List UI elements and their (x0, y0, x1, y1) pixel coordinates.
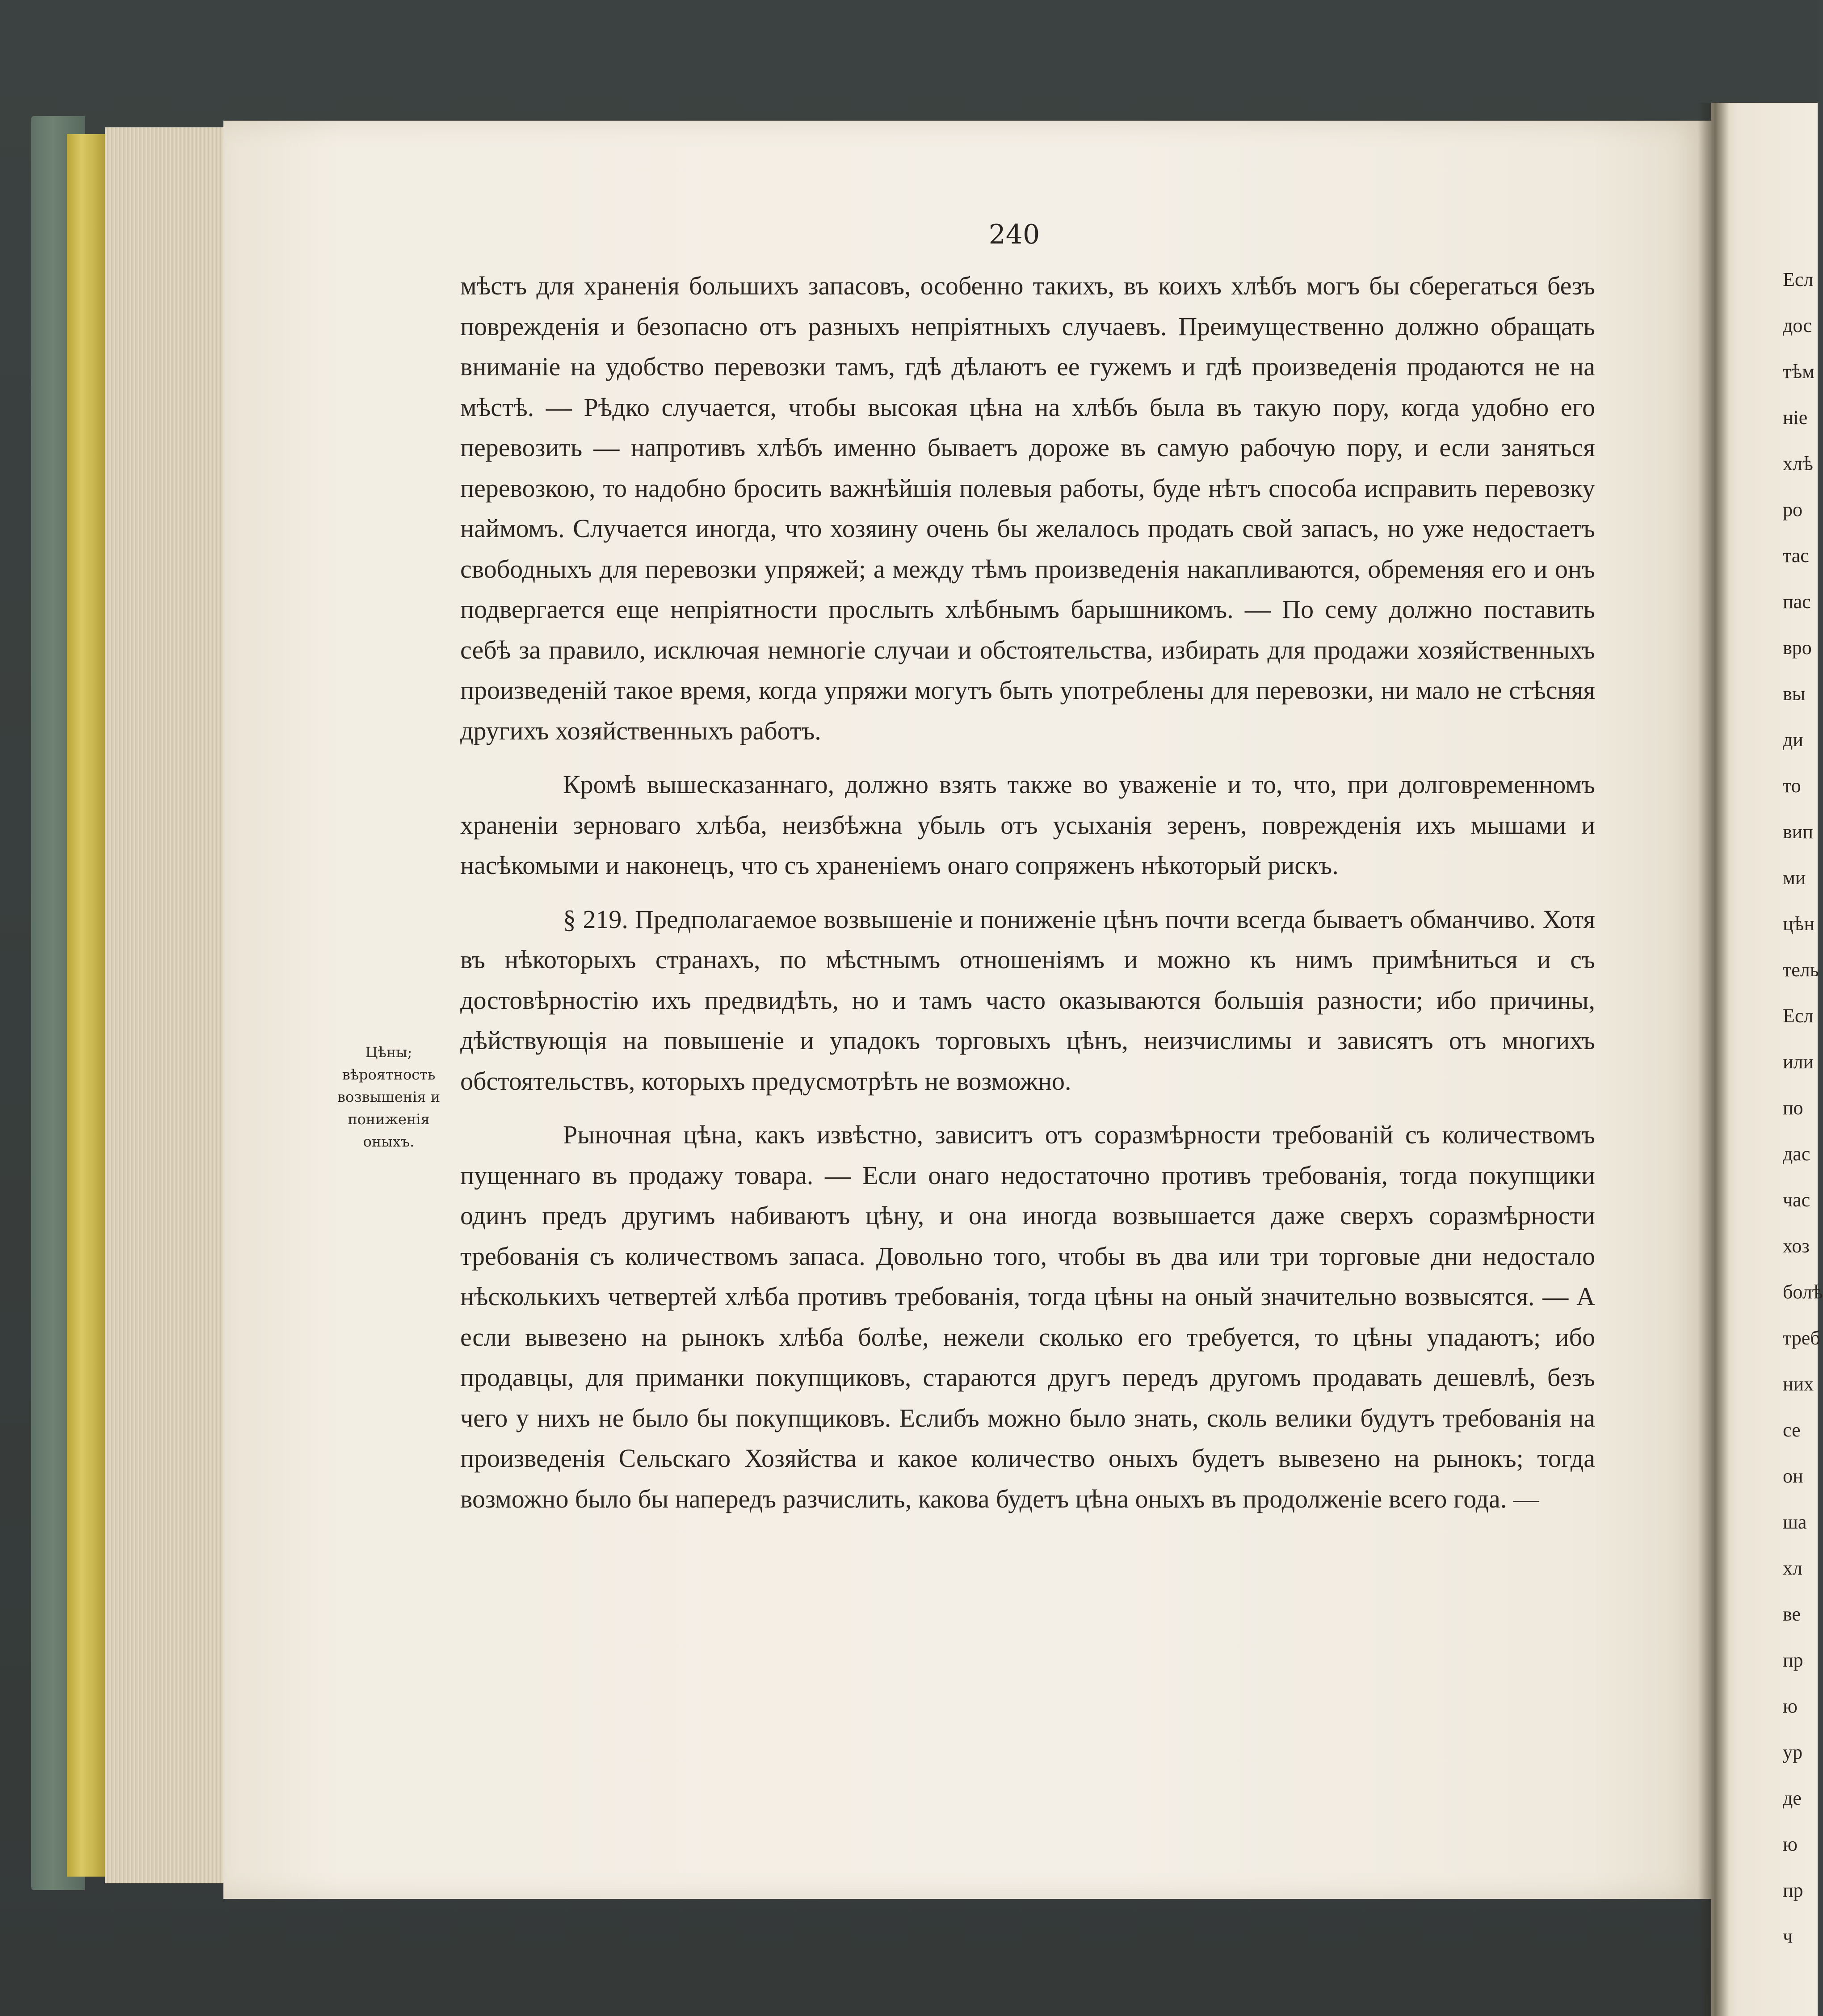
next-page-fragment: хлѣ (1783, 453, 1813, 475)
next-page-fragment: ю (1783, 1695, 1798, 1717)
next-page-fragment: дас (1783, 1143, 1810, 1165)
page-body-text (460, 266, 1595, 1519)
page-number: 240 (988, 219, 1040, 250)
next-page-fragment: ч (1783, 1925, 1793, 1947)
next-page-fragment: или (1783, 1051, 1814, 1073)
next-page-fragment: вип (1783, 821, 1813, 843)
next-page-fragment: час (1783, 1189, 1810, 1211)
next-page-fragment: ю (1783, 1833, 1798, 1855)
paragraph: Кромѣ вышесказаннаго, должно взять также во уваженіе и то, что, при долговременномъ храненіи зерноваго хлѣба, неизбѣжна убыль отъ усыханія зеренъ, поврежденія ихъ мышами и насѣкомыми и наконецъ, что съ храненіемъ онаго сопряженъ нѣкоторый рискъ. (460, 770, 1595, 880)
next-page-fragment: тас (1783, 545, 1809, 567)
next-page-fragment: тель (1783, 959, 1819, 981)
next-page-fragment: хл (1783, 1557, 1802, 1579)
next-page-fragment: ро (1783, 499, 1802, 521)
next-page-fragment: вро (1783, 637, 1812, 659)
next-page-fragment: них (1783, 1373, 1814, 1395)
next-page-fragment: то (1783, 775, 1801, 797)
next-page-fragment: дос (1783, 315, 1812, 336)
next-page-fragment: пр (1783, 1879, 1803, 1901)
gutter-shadow (1698, 103, 1729, 2016)
paragraph: § 219. Предполагаемое возвышеніе и пониженіе цѣнъ почти всегда бываетъ обманчиво. Хотя въ нѣкоторыхъ странахъ, по мѣстнымъ отношеніямъ и можно къ нимъ примѣниться и съ достовѣрностію ихъ предвидѣть, но и тамъ часто оказываются большія разности; ибо причины, дѣйствующія на повышеніе и упадокъ торговыхъ цѣнъ, неизчислимы и зависятъ отъ многихъ обстоятельствъ, которыхъ предусмотрѣть не возможно. (460, 904, 1595, 1096)
next-page-fragment: вы (1783, 683, 1806, 705)
next-page-fragment: пас (1783, 591, 1811, 613)
next-page-fragment: ніе (1783, 407, 1808, 428)
next-page-fragment: тѣм (1783, 361, 1815, 382)
gilt-page-edge (67, 134, 107, 1877)
next-page-fragment: хоз (1783, 1235, 1810, 1257)
next-page-fragment: ми (1783, 867, 1806, 889)
paragraph: Рыночная цѣна, какъ извѣстно, зависитъ отъ соразмѣрности требованій съ количествомъ пущеннаго въ продажу товара. — Если онаго недостаточно противъ требованія, тогда покупщики одинъ предъ другимъ набиваютъ цѣну, и она иногда возвышается даже сверхъ соразмѣрности требованія съ количествомъ запаса. Довольно того, чтобы въ два или три торговые дни недостало нѣсколькихъ четвертей хлѣба противъ требованія, тогда цѣны на оный значительно возвысятся. — А если вывезено на рынокъ хлѣба болѣе, нежели сколько его требуется, то цѣны упадаютъ; ибо продавцы, для приманки покупщиковъ, стараются другъ передъ другомъ продавать дешевлѣ, безъ чего у нихъ не было бы покупщиковъ. Еслибъ можно было знать, сколь велики будутъ требованія на произведенія Сельскаго Хозяйства и какое количество оныхъ будетъ вывезено на рынокъ; тогда возможно было бы напередъ разчислить, какова будетъ цѣна оныхъ въ продолженіе всего года. — (460, 1120, 1595, 1513)
next-page-fragment: Есл (1783, 269, 1814, 290)
next-page-fragment: он (1783, 1465, 1803, 1487)
next-page-fragment: ве (1783, 1603, 1801, 1625)
next-page-fragment: ша (1783, 1511, 1807, 1533)
next-page-fragment: де (1783, 1787, 1802, 1809)
next-page-fragment: по (1783, 1097, 1803, 1119)
next-page-fragment: пр (1783, 1649, 1803, 1671)
margin-note: Цѣны; вѣроятность возвышенія и пониженія оныхъ. (337, 1044, 441, 1150)
next-page-fragment: се (1783, 1419, 1801, 1441)
next-page-fragment: болѣ (1783, 1281, 1823, 1303)
next-page-fragment: цѣн (1783, 913, 1815, 935)
next-page-fragment: треб (1783, 1327, 1820, 1349)
page-stack (105, 127, 226, 1883)
next-page-fragment: ур (1783, 1741, 1802, 1763)
next-page-fragment: Есл (1783, 1005, 1814, 1027)
next-page-fragment: ди (1783, 729, 1803, 751)
paragraph: мѣстъ для храненія большихъ запасовъ, особенно такихъ, въ коихъ хлѣбъ могъ бы сберегаться безъ поврежденія и безопасно отъ разныхъ непріятныхъ случаевъ. Преимущественно должно обращать вниманіе на удобство перевозки тамъ, гдѣ дѣлаютъ ее гужемъ и гдѣ произведенія продаются не на мѣстѣ. — Рѣдко случается, чтобы высокая цѣна на хлѣбъ была въ такую пору, когда удобно его перевозить — напротивъ хлѣбъ именно бываетъ дороже въ самую рабочую пору, и если заняться перевозкою, то надобно бросить важнѣйшія полевыя работы, буде нѣтъ способа исправить перевозку наймомъ. Случается иногда, что хозяину очень бы желалось продать свой запасъ, но уже недостаетъ свободныхъ для перевозки упряжей; а между тѣмъ произведенія накапливаются, обременяя его и онъ подвергается еще непріятности прослыть хлѣбнымъ барышникомъ. — По сему должно поставить себѣ за правило, исключая немногіе случаи и обстоятельства, избирать для продажи хозяйственныхъ произведеній такое время, когда упряжи могутъ быть употреблены для перевозки, ни мало не стѣсняя другихъ хозяйственныхъ работъ. (460, 271, 1595, 745)
